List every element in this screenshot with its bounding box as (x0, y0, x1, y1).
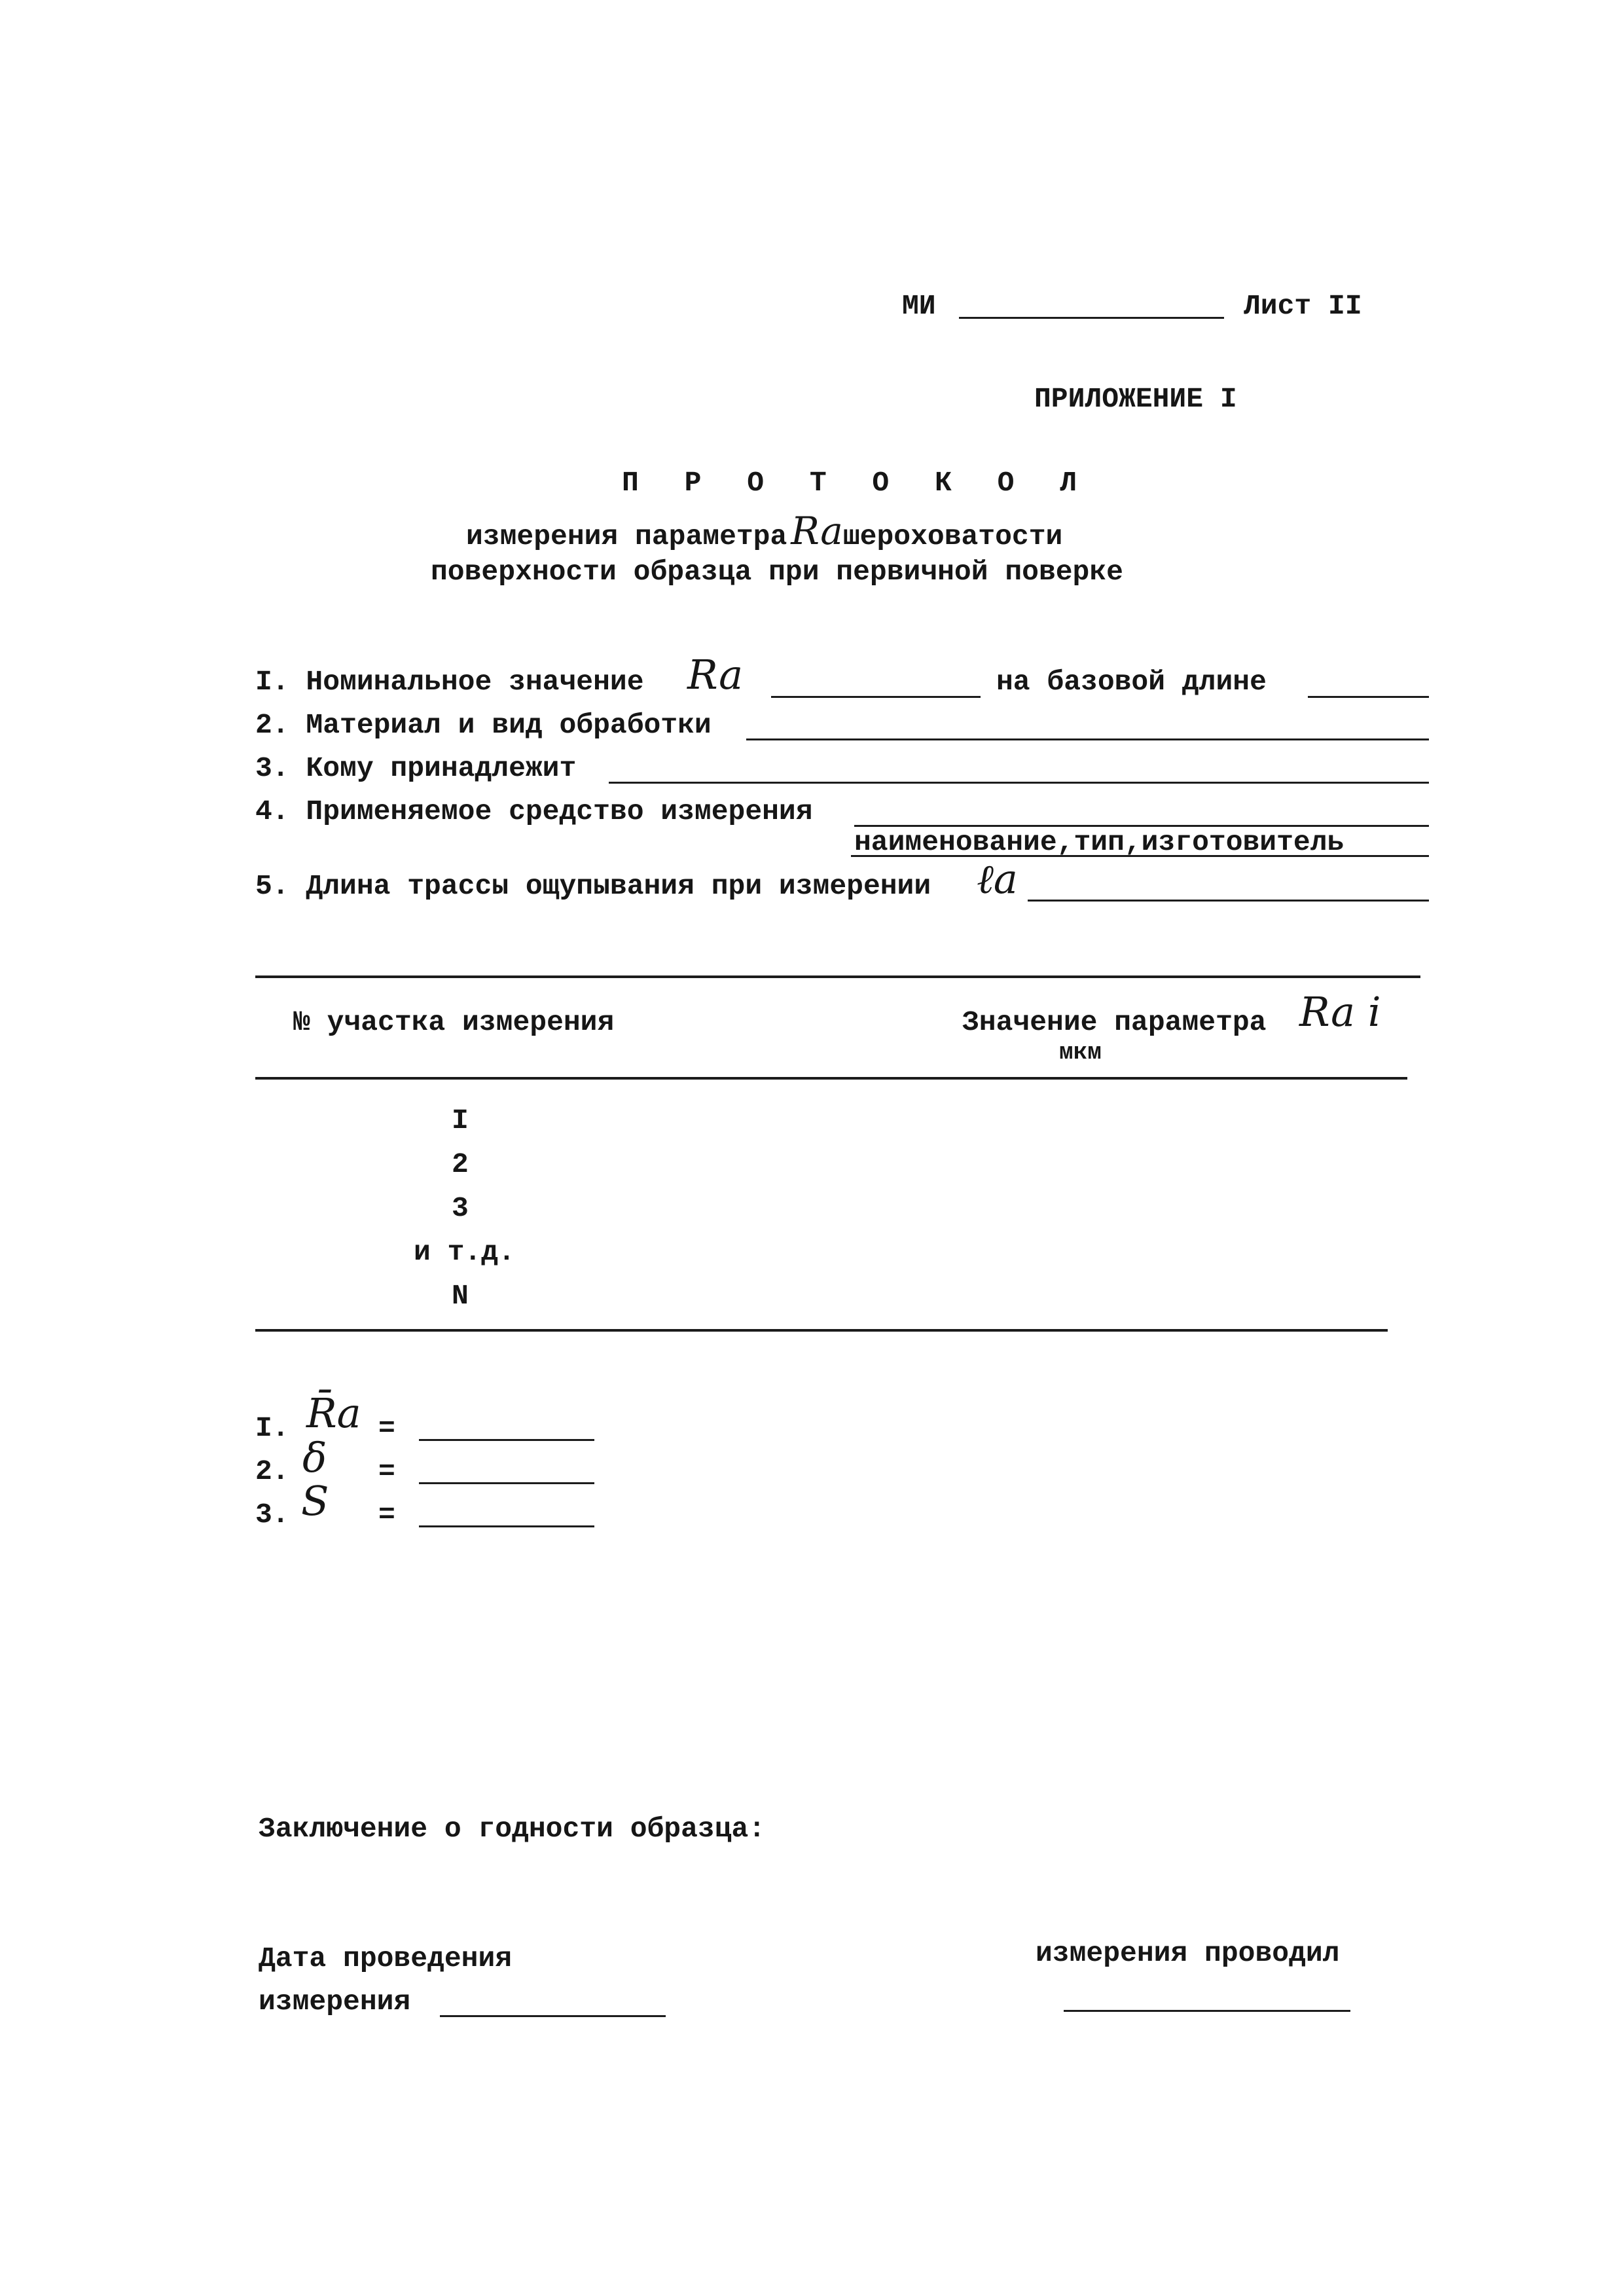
result-1-symbol: R̄a (306, 1389, 361, 1437)
field-5-label: 5. Длина трассы ощупывания при измерении (255, 870, 931, 902)
field-1-mid-label: на базовой длине (996, 666, 1267, 698)
sheet-number: Лист II (1244, 290, 1362, 322)
protocol-title: П Р О Т О К О Л (622, 467, 1092, 499)
table-top-rule (255, 975, 1420, 978)
appendix-label: ПРИЛОЖЕНИЕ I (1034, 383, 1237, 415)
result-2-eq: = (378, 1455, 395, 1487)
material-field[interactable] (746, 707, 1429, 740)
doc-code-field[interactable] (959, 288, 1224, 319)
title-line-1-suffix: шероховатости (842, 520, 1063, 553)
table-row: 2 (452, 1148, 469, 1180)
mean-ra-field[interactable] (419, 1408, 594, 1441)
performer-label: измерения проводил (1036, 1937, 1340, 1969)
conclusion-label: Заключение о годности образца: (259, 1813, 766, 1845)
trace-length-field[interactable] (1028, 868, 1429, 902)
date-label-line-2: измерения (259, 1986, 411, 2018)
result-3-symbol: S (301, 1477, 329, 1525)
field-1-symbol: Ra (687, 651, 744, 699)
table-row: 3 (452, 1192, 469, 1224)
table-col2-unit: мкм (1059, 1039, 1102, 1066)
result-2-num: 2. (255, 1455, 289, 1487)
field-5-symbol: ℓa (977, 855, 1018, 903)
instrument-field[interactable] (854, 793, 1429, 827)
title-line-1-prefix: измерения параметра (466, 520, 787, 553)
result-1-num: I. (255, 1412, 289, 1444)
doc-code: МИ (902, 290, 936, 322)
table-col1-header: № участка измерения (293, 1006, 615, 1038)
table-col2-header: Значение параметра (962, 1006, 1267, 1038)
table-row: N (452, 1280, 469, 1312)
field-2-label: 2. Материал и вид обработки (255, 709, 712, 741)
date-label-line-1: Дата проведения (259, 1942, 513, 1975)
field-4-label: 4. Применяемое средство измерения (255, 795, 813, 828)
result-1-eq: = (378, 1412, 395, 1444)
table-bottom-rule (255, 1329, 1388, 1332)
result-3-num: 3. (255, 1499, 289, 1531)
field-4-caption: наименование,тип,изготовитель (854, 826, 1344, 858)
result-3-eq: = (378, 1499, 395, 1531)
table-row: I (452, 1104, 469, 1137)
table-row: и т.д. (414, 1236, 515, 1268)
table-col2-symbol: Ra i (1299, 988, 1381, 1036)
instrument-caption-line (851, 824, 1429, 857)
date-field[interactable] (440, 1984, 666, 2017)
field-3-label: 3. Кому принадлежит (255, 752, 577, 784)
delta-field[interactable] (419, 1451, 594, 1484)
ra-symbol: Ra (791, 509, 843, 553)
s-field[interactable] (419, 1494, 594, 1527)
base-length-field[interactable] (1308, 665, 1429, 698)
field-1-label: I. Номинальное значение (255, 666, 644, 698)
title-line-2: поверхности образца при первичной поверке (431, 556, 1123, 588)
performer-field[interactable] (1064, 1978, 1350, 2012)
result-2-symbol: δ (302, 1434, 327, 1482)
nominal-value-field[interactable] (771, 665, 981, 698)
table-header-rule (255, 1077, 1407, 1080)
owner-field[interactable] (609, 750, 1429, 784)
title-line-1 (466, 509, 1063, 553)
